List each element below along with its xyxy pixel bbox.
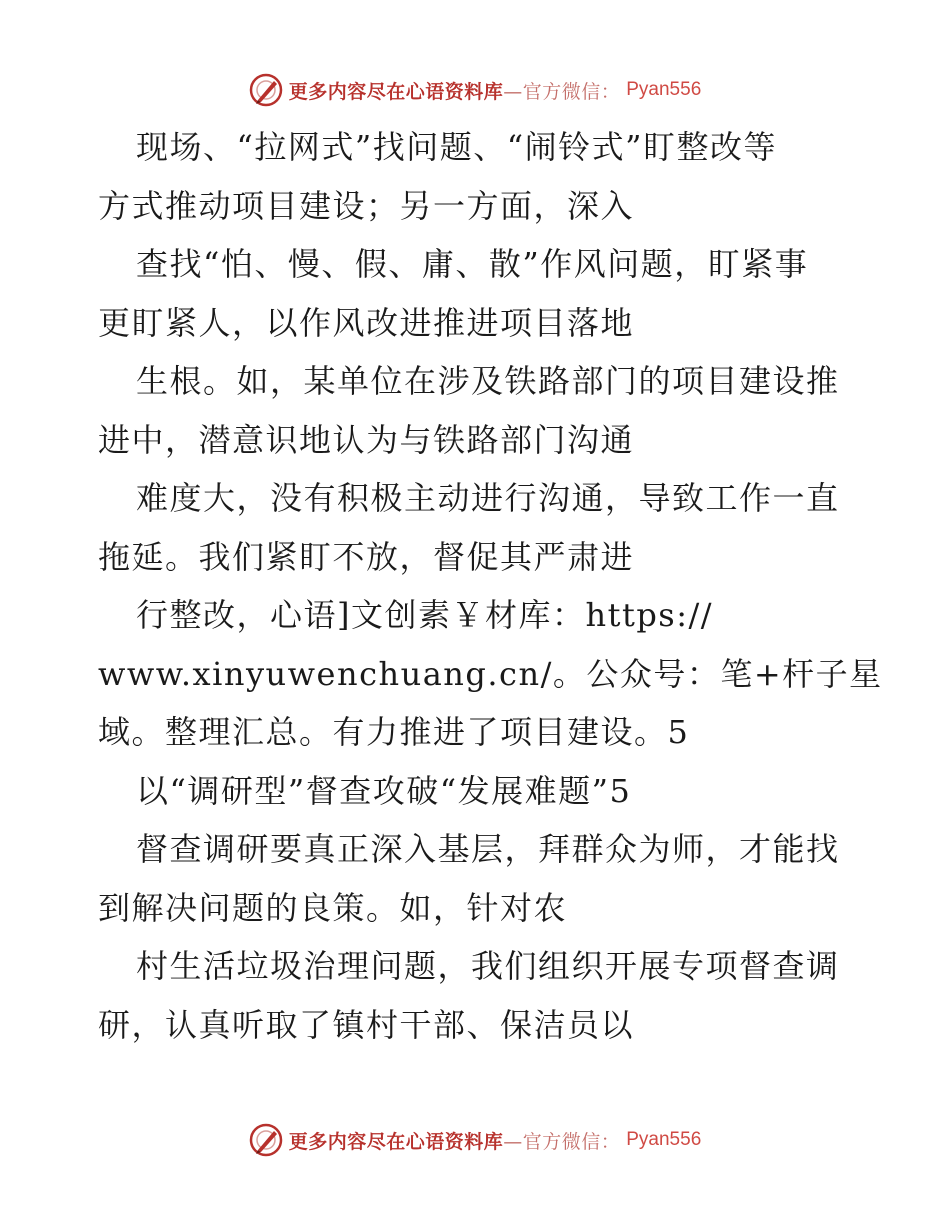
- watermark-wechat-id: Pyan556: [626, 79, 702, 100]
- watermark-wechat-id: Pyan556: [626, 1129, 702, 1150]
- header-watermark: [0, 70, 950, 110]
- text-line: 难度大，没有积极主动进行沟通，导致工作一直: [136, 479, 840, 517]
- text-line: 拖延。我们紧盯不放，督促其严肃进: [98, 537, 635, 576]
- text-line: 督查调研要真正深入基层，拜群众为师，才能找: [136, 830, 840, 868]
- pen-logo-icon: [249, 73, 283, 107]
- text-line: 村生活垃圾治理问题，我们组织开展专项督查调: [136, 947, 840, 985]
- text-line: 生根。如，某单位在涉及铁路部门的项目建设推: [136, 362, 840, 400]
- watermark-text: 更多内容尽在心语资料库—官方微信：: [288, 80, 621, 103]
- text-line: www.xinyuwenchuang.cn/。公众号：笔+杆子星: [98, 654, 883, 693]
- text-line: 进中，潜意识地认为与铁路部门沟通: [98, 420, 635, 459]
- text-line: 现场、“拉网式”找问题、“闹铃式”盯整改等: [136, 128, 777, 166]
- text-line: 域。整理汇总。有力推进了项目建设。5: [98, 713, 690, 751]
- text-line: 研，认真听取了镇村干部、保洁员以: [98, 1005, 635, 1044]
- pen-logo-icon: [249, 1123, 283, 1157]
- text-line: 查找“怕、慢、假、庸、散”作风问题，盯紧事: [136, 245, 809, 283]
- document-body: [98, 118, 883, 1054]
- text-line: 行整改，心语]文创素￥材库：https://: [136, 596, 714, 634]
- text-line: 到解决问题的良策。如，针对农: [98, 888, 568, 927]
- section-heading: 以“调研型”督查攻破“发展难题”5: [136, 771, 632, 810]
- text-line: 更盯紧人，以作风改进推进项目落地: [98, 303, 635, 342]
- text-line: 方式推动项目建设；另一方面，深入: [98, 186, 635, 225]
- watermark-text: 更多内容尽在心语资料库—官方微信：: [288, 1130, 621, 1153]
- footer-watermark: [0, 1120, 950, 1160]
